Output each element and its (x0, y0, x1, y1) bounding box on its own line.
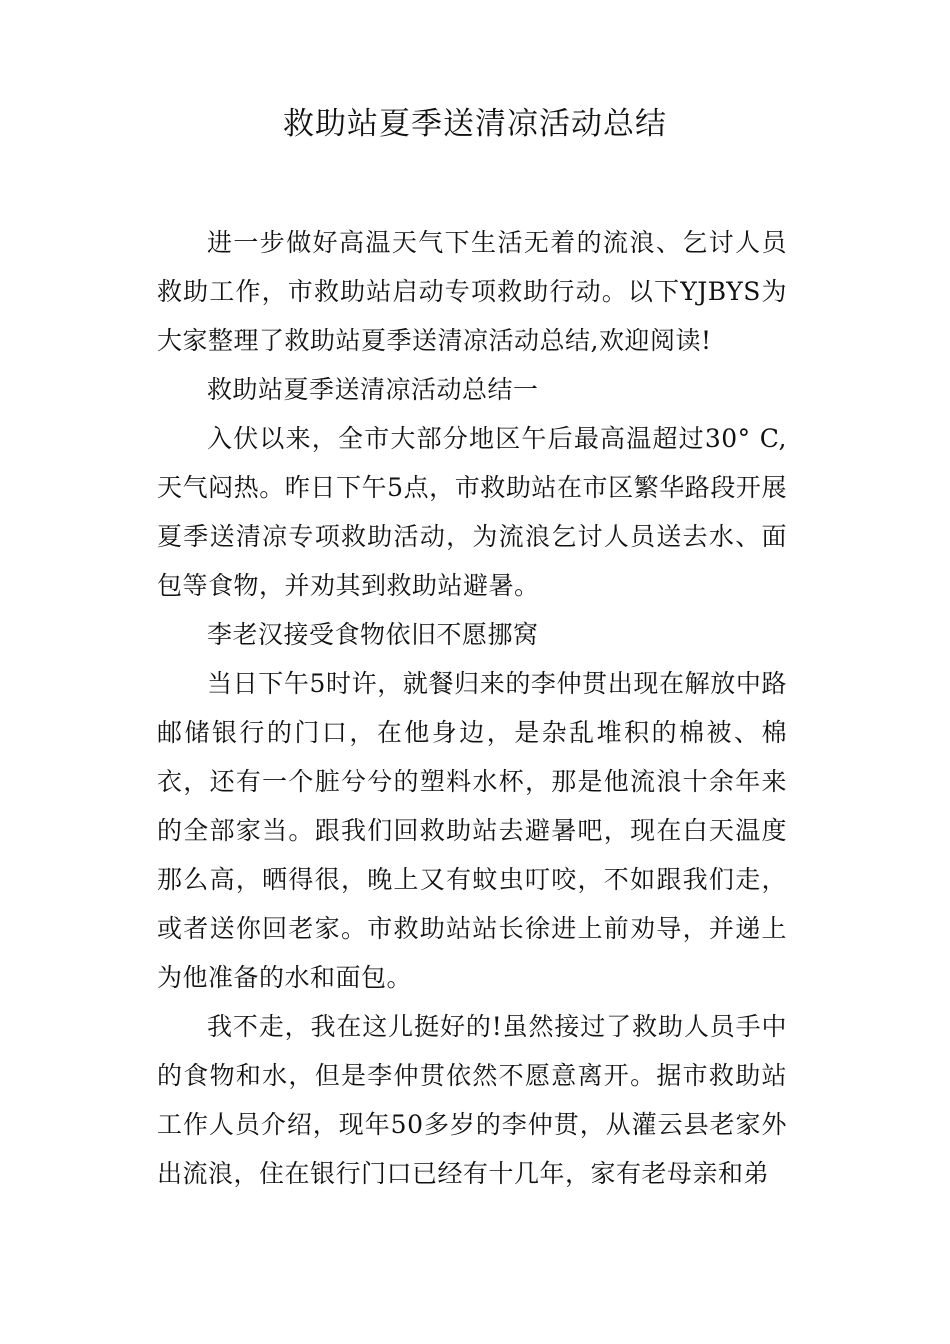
document-body (157, 218, 787, 1198)
paragraph-weather: 入伏以来，全市大部分地区午后最高温超过30° C,天气闷热。昨日下午5点，市救助站在市区繁华路段开展夏季送清凉专项救助活动，为流浪乞讨人员送去水、面包等食物，并劝其到救助站避暑。 (157, 424, 787, 600)
document-title: 救助站夏季送清凉活动总结 (283, 106, 667, 142)
subheading-li: 李老汉接受食物依旧不愿挪窝 (207, 620, 539, 649)
section-heading-1: 救助站夏季送清凉活动总结一 (207, 375, 539, 404)
paragraph-scene: 当日下午5时许，就餐归来的李仲贯出现在解放中路邮储银行的门口，在他身边，是杂乱堆积的棉被、棉衣，还有一个脏兮兮的塑料水杯，那是他流浪十余年来的全部家当。跟我们回救助站去避暑吧，现在白天温度那么高，晒得很，晚上又有蚊虫叮咬，不如跟我们走，或者送你回老家。市救助站站长徐进上前劝导，并递上为他准备的水和面包。 (157, 669, 787, 992)
paragraph-refusal: 我不走，我在这儿挺好的!虽然接过了救助人员手中的食物和水，但是李仲贯依然不愿意离开。据市救助站工作人员介绍，现年50多岁的李仲贯，从灌云县老家外出流浪，住在银行门口已经有十几年，家有老母亲和弟 (157, 1012, 787, 1188)
paragraph-intro: 进一步做好高温天气下生活无着的流浪、乞讨人员救助工作，市救助站启动专项救助行动。以下YJBYS为大家整理了救助站夏季送清凉活动总结,欢迎阅读! (157, 228, 787, 355)
